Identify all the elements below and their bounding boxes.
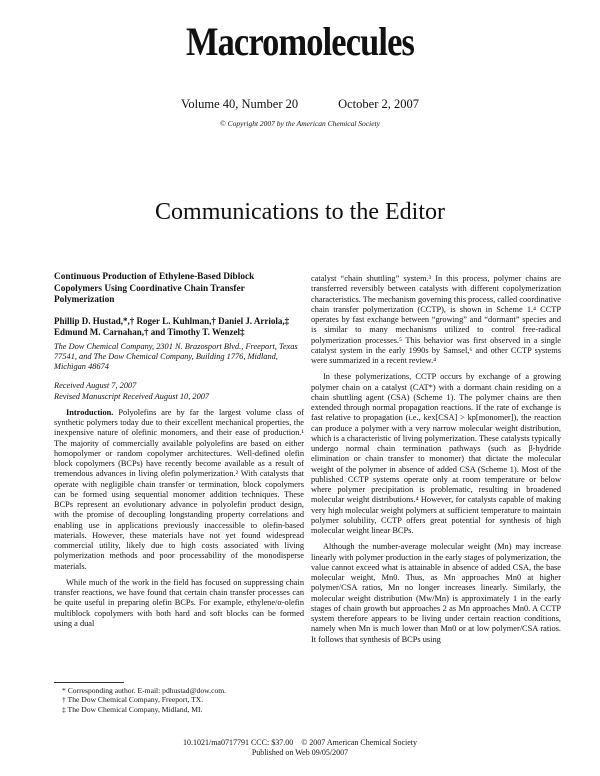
doi-line: 10.1021/ma0717791 CCC: $37.00 © 2007 American Chemical Society	[182, 738, 418, 747]
footnote: † The Dow Chemical Company, Freeport, TX.	[62, 695, 204, 705]
journal-masthead: Macromolecules	[185, 19, 415, 64]
copyright-notice: © Copyright 2007 by the American Chemical Society	[220, 119, 380, 128]
received-date: Received August 7, 2007	[54, 381, 137, 391]
footnote-rule	[54, 682, 124, 683]
author-list: Phillip D. Hustad,*,† Roger L. Kuhlman,† Daniel J. Arriola,‡ Edmund M. Carnahan,† and Timothy T. Wenzel‡	[54, 315, 290, 337]
issue-date: October 2, 2007	[338, 97, 419, 111]
body-paragraph: While much of the work in the field has focused on suppressing chain transfer reactions, we have found that certain chain transfer processes can be quite useful in preparing olefin BCPs. For example, ethylene/α-olefin multiblock copolymers with both hard and soft blocks can be formed using a dual	[54, 577, 304, 628]
intro-runin-head: Introduction.	[66, 407, 114, 417]
published-line: Published on Web 09/05/2007	[251, 748, 349, 757]
left-column	[54, 272, 304, 629]
revised-date: Revised Manuscript Received August 10, 2007	[54, 391, 210, 401]
section-heading: Communications to the Editor	[155, 199, 445, 225]
paragraph-text: Polyolefins are by far the largest volume class of synthetic polymers today due to their excellent mechanical properties, the inexpensive nature of olefinic monomers, and their ease of production.¹ The majority of commercially available polyolefins are based on either homopolymer or random copolymer architectures. Well-defined olefin block copolymers (BCPs) have recently become available as a result of tremendous advances in living olefin polymerization.² With catalysts that operate with negligible chain transfer or termination, block copolymers can be formed using sequential monomer addition techniques. These BCPs represent an evolutionary advance in polyolefin product design, with the promise of decoupling longstanding property correlations and enabling use in applications previously inaccessible to olefin-based materials. However, these materials have not yet found widespread commercial utility, likely due to high costs associated with living polymerization methods and poor processability of the monodisperse materials.	[54, 407, 305, 571]
body-paragraph: catalyst “chain shuttling” system.³ In this process, polymer chains are transferred reversibly between catalysts with different copolymerization characteristics. The mechanism governing this process, called coordinative chain transfer polymerization (CCTP), is shown in Scheme 1.⁴ CCTP operates by fast exchange between “growing” and “dormant” species and is similar to many mechanisms utilized to control free-radical polymerization processes.⁵ This behavior was first observed in a single catalyst system in the early 1990s by Samsel,⁶ and other CCTP systems were summarized in a recent review.⁴	[311, 274, 561, 365]
body-paragraph: Although the number-average molecular weight (Mn) may increase linearly with polymer production in the early stages of polymerization, the value cannot exceed what is attainable in absence of added CSA, the base molecular weight, Mn0. Thus, as Mn approaches Mn0 at higher polymer/CSA ratios, Mn no longer increases linearly. Similarly, the molecular weight distribution (Mw/Mn) is approximately 1 in the early stages of chain growth but approaches 2 as Mn approaches Mn0. A CCTP system therefore appears to be living under certain reaction conditions, namely when Mn is much lower than Mn0 or at low polymer/CSA ratios. It follows that synthesis of BCPs using	[311, 542, 561, 644]
footnote: ‡ The Dow Chemical Company, Midland, MI.	[62, 704, 203, 714]
footnote: * Corresponding author. E-mail: pdhustad@dow.com.	[62, 686, 227, 695]
footnotes	[54, 682, 304, 714]
article-title: Continuous Production of Ethylene-Based Diblock Copolymers Using Coordinative Chain Transfer Polymerization	[54, 272, 255, 305]
right-column	[311, 274, 561, 645]
volume-number: Volume 40, Number 20	[180, 97, 299, 111]
dates	[54, 381, 304, 402]
page-footer	[0, 738, 600, 758]
body-paragraph	[54, 408, 304, 572]
affiliation: The Dow Chemical Company, 2301 N. Brazosport Blvd., Freeport, Texas 77541, and The Dow Chemical Company, Building 1776, Midland, Michigan 48674	[54, 341, 298, 371]
issue-info	[0, 97, 600, 112]
body-paragraph: In these polymerizations, CCTP occurs by exchange of a growing polymer chain on a catalyst (CAT*) with a dormant chain residing on a chain shuttling agent (CSA) (Scheme 1). The polymer chains are then extended through normal propagation reactions. If the rate of exchange is fast relative to propagation (i.e., kex[CSA] > kp[monomer]), the reaction can produce a polymer with a very narrow molecular weight distribution, which is a characteristic of living polymerization. These catalysts typically undergo normal chain termination pathways (such as β-hydride elimination or chain transfer to monomer) that dictate the molecular weight of the polymer in absence of added CSA (Scheme 1). Most of the published CCTP systems operate only at room temperature or below where polymer precipitation is problematic, resulting in broadened molecular weight distributions.⁴ However, for catalysts capable of making very high molecular weight polymers at sufficient temperature to maintain polymer solubility, CCTP offers great potential for synthesis of high molecular weight linear BCPs.	[311, 372, 561, 535]
